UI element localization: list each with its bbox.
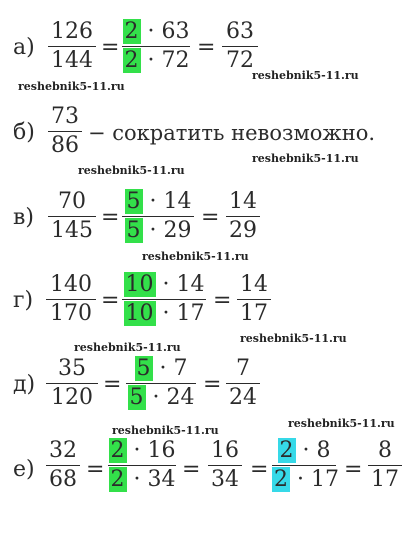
factor: · 17 xyxy=(155,301,205,326)
numerator: 70 xyxy=(58,189,86,214)
watermark: reshebnik5-11.ru xyxy=(112,424,219,437)
fraction xyxy=(122,18,190,75)
equals-sign: = xyxy=(101,205,120,230)
highlighted-factor: 5 xyxy=(126,189,141,214)
numerator: 140 xyxy=(50,272,92,297)
denominator: 17 xyxy=(368,465,402,494)
fraction xyxy=(46,355,98,412)
factor: · 8 xyxy=(295,438,331,463)
numerator xyxy=(122,18,190,46)
item-label: е) xyxy=(13,457,35,482)
denominator: 17 xyxy=(237,299,271,328)
item-label: д) xyxy=(13,372,36,397)
watermark: reshebnik5-11.ru xyxy=(18,80,125,93)
equals-sign: = xyxy=(101,288,120,313)
denominator: 68 xyxy=(46,465,80,494)
highlighted-factor: 5 xyxy=(126,218,141,243)
fraction xyxy=(237,271,271,328)
denominator xyxy=(126,383,196,412)
equals-sign: = xyxy=(197,35,216,60)
denominator: 144 xyxy=(48,46,96,75)
fraction xyxy=(222,18,258,75)
factor: · 72 xyxy=(140,48,190,73)
fraction xyxy=(122,188,194,245)
factor: · 63 xyxy=(140,19,190,44)
fraction xyxy=(46,271,96,328)
denominator: 120 xyxy=(46,383,98,412)
numerator: 7 xyxy=(236,356,250,381)
highlighted-factor: 2 xyxy=(110,467,125,492)
fraction xyxy=(48,18,96,75)
highlighted-factor: 2 xyxy=(124,19,139,44)
item-label: в) xyxy=(13,205,34,230)
fraction xyxy=(46,437,80,494)
numerator: 16 xyxy=(211,438,239,463)
item-label: г) xyxy=(13,288,34,313)
highlighted-factor: 2 xyxy=(279,438,294,463)
fraction xyxy=(108,437,176,494)
highlighted-factor: 5 xyxy=(136,356,151,381)
denominator xyxy=(108,465,176,494)
factor: · 34 xyxy=(126,467,176,492)
highlighted-factor: 10 xyxy=(125,301,154,326)
denominator xyxy=(122,299,206,328)
fraction xyxy=(122,271,206,328)
equals-sign: = xyxy=(103,372,122,397)
highlighted-factor: 2 xyxy=(124,48,139,73)
denominator: 86 xyxy=(48,131,82,160)
denominator: 24 xyxy=(226,383,260,412)
note-text: − сократить невозможно. xyxy=(88,121,376,145)
numerator xyxy=(272,437,336,465)
denominator: 29 xyxy=(226,216,260,245)
numerator: 32 xyxy=(49,438,77,463)
denominator: 72 xyxy=(222,46,258,75)
numerator: 126 xyxy=(51,19,93,44)
fraction xyxy=(226,355,260,412)
fraction xyxy=(272,437,339,494)
numerator xyxy=(122,188,194,216)
numerator xyxy=(108,437,176,465)
denominator: 145 xyxy=(48,216,96,245)
factor: · 14 xyxy=(155,272,205,297)
highlighted-factor: 10 xyxy=(125,272,154,297)
denominator: 34 xyxy=(208,465,242,494)
fraction xyxy=(226,188,260,245)
denominator xyxy=(122,216,194,245)
factor: · 7 xyxy=(152,356,188,381)
fraction xyxy=(48,188,96,245)
watermark: reshebnik5-11.ru xyxy=(252,69,359,82)
fraction xyxy=(208,437,242,494)
fraction xyxy=(126,355,196,412)
denominator xyxy=(272,465,339,494)
highlighted-factor: 2 xyxy=(110,438,125,463)
watermark: reshebnik5-11.ru xyxy=(288,417,395,430)
numerator xyxy=(122,271,206,299)
numerator: 8 xyxy=(378,438,392,463)
numerator: 63 xyxy=(226,19,254,44)
fraction xyxy=(48,103,82,160)
equals-sign: = xyxy=(201,205,220,230)
watermark: reshebnik5-11.ru xyxy=(240,332,347,345)
highlighted-factor: 5 xyxy=(129,385,144,410)
equals-sign: = xyxy=(101,35,120,60)
watermark: reshebnik5-11.ru xyxy=(78,164,185,177)
numerator: 14 xyxy=(229,189,257,214)
equals-sign: = xyxy=(182,457,201,482)
numerator: 35 xyxy=(58,356,86,381)
item-label: а) xyxy=(13,35,35,60)
factor: · 24 xyxy=(145,385,195,410)
factor: · 16 xyxy=(126,438,176,463)
factor: · 17 xyxy=(290,467,339,492)
watermark: reshebnik5-11.ru xyxy=(74,341,181,354)
watermark: reshebnik5-11.ru xyxy=(252,152,359,165)
item-label: б) xyxy=(13,120,35,145)
numerator xyxy=(126,355,196,383)
equals-sign: = xyxy=(344,457,363,482)
factor: · 29 xyxy=(142,218,192,243)
numerator: 14 xyxy=(240,272,268,297)
numerator: 73 xyxy=(51,104,79,129)
equals-sign: = xyxy=(213,288,232,313)
fraction xyxy=(368,437,402,494)
factor: · 14 xyxy=(142,189,192,214)
equals-sign: = xyxy=(250,457,269,482)
watermark: reshebnik5-11.ru xyxy=(142,250,249,263)
equals-sign: = xyxy=(203,372,222,397)
denominator: 170 xyxy=(46,299,96,328)
highlighted-factor: 2 xyxy=(274,467,288,492)
denominator xyxy=(122,46,190,75)
equals-sign: = xyxy=(86,457,105,482)
